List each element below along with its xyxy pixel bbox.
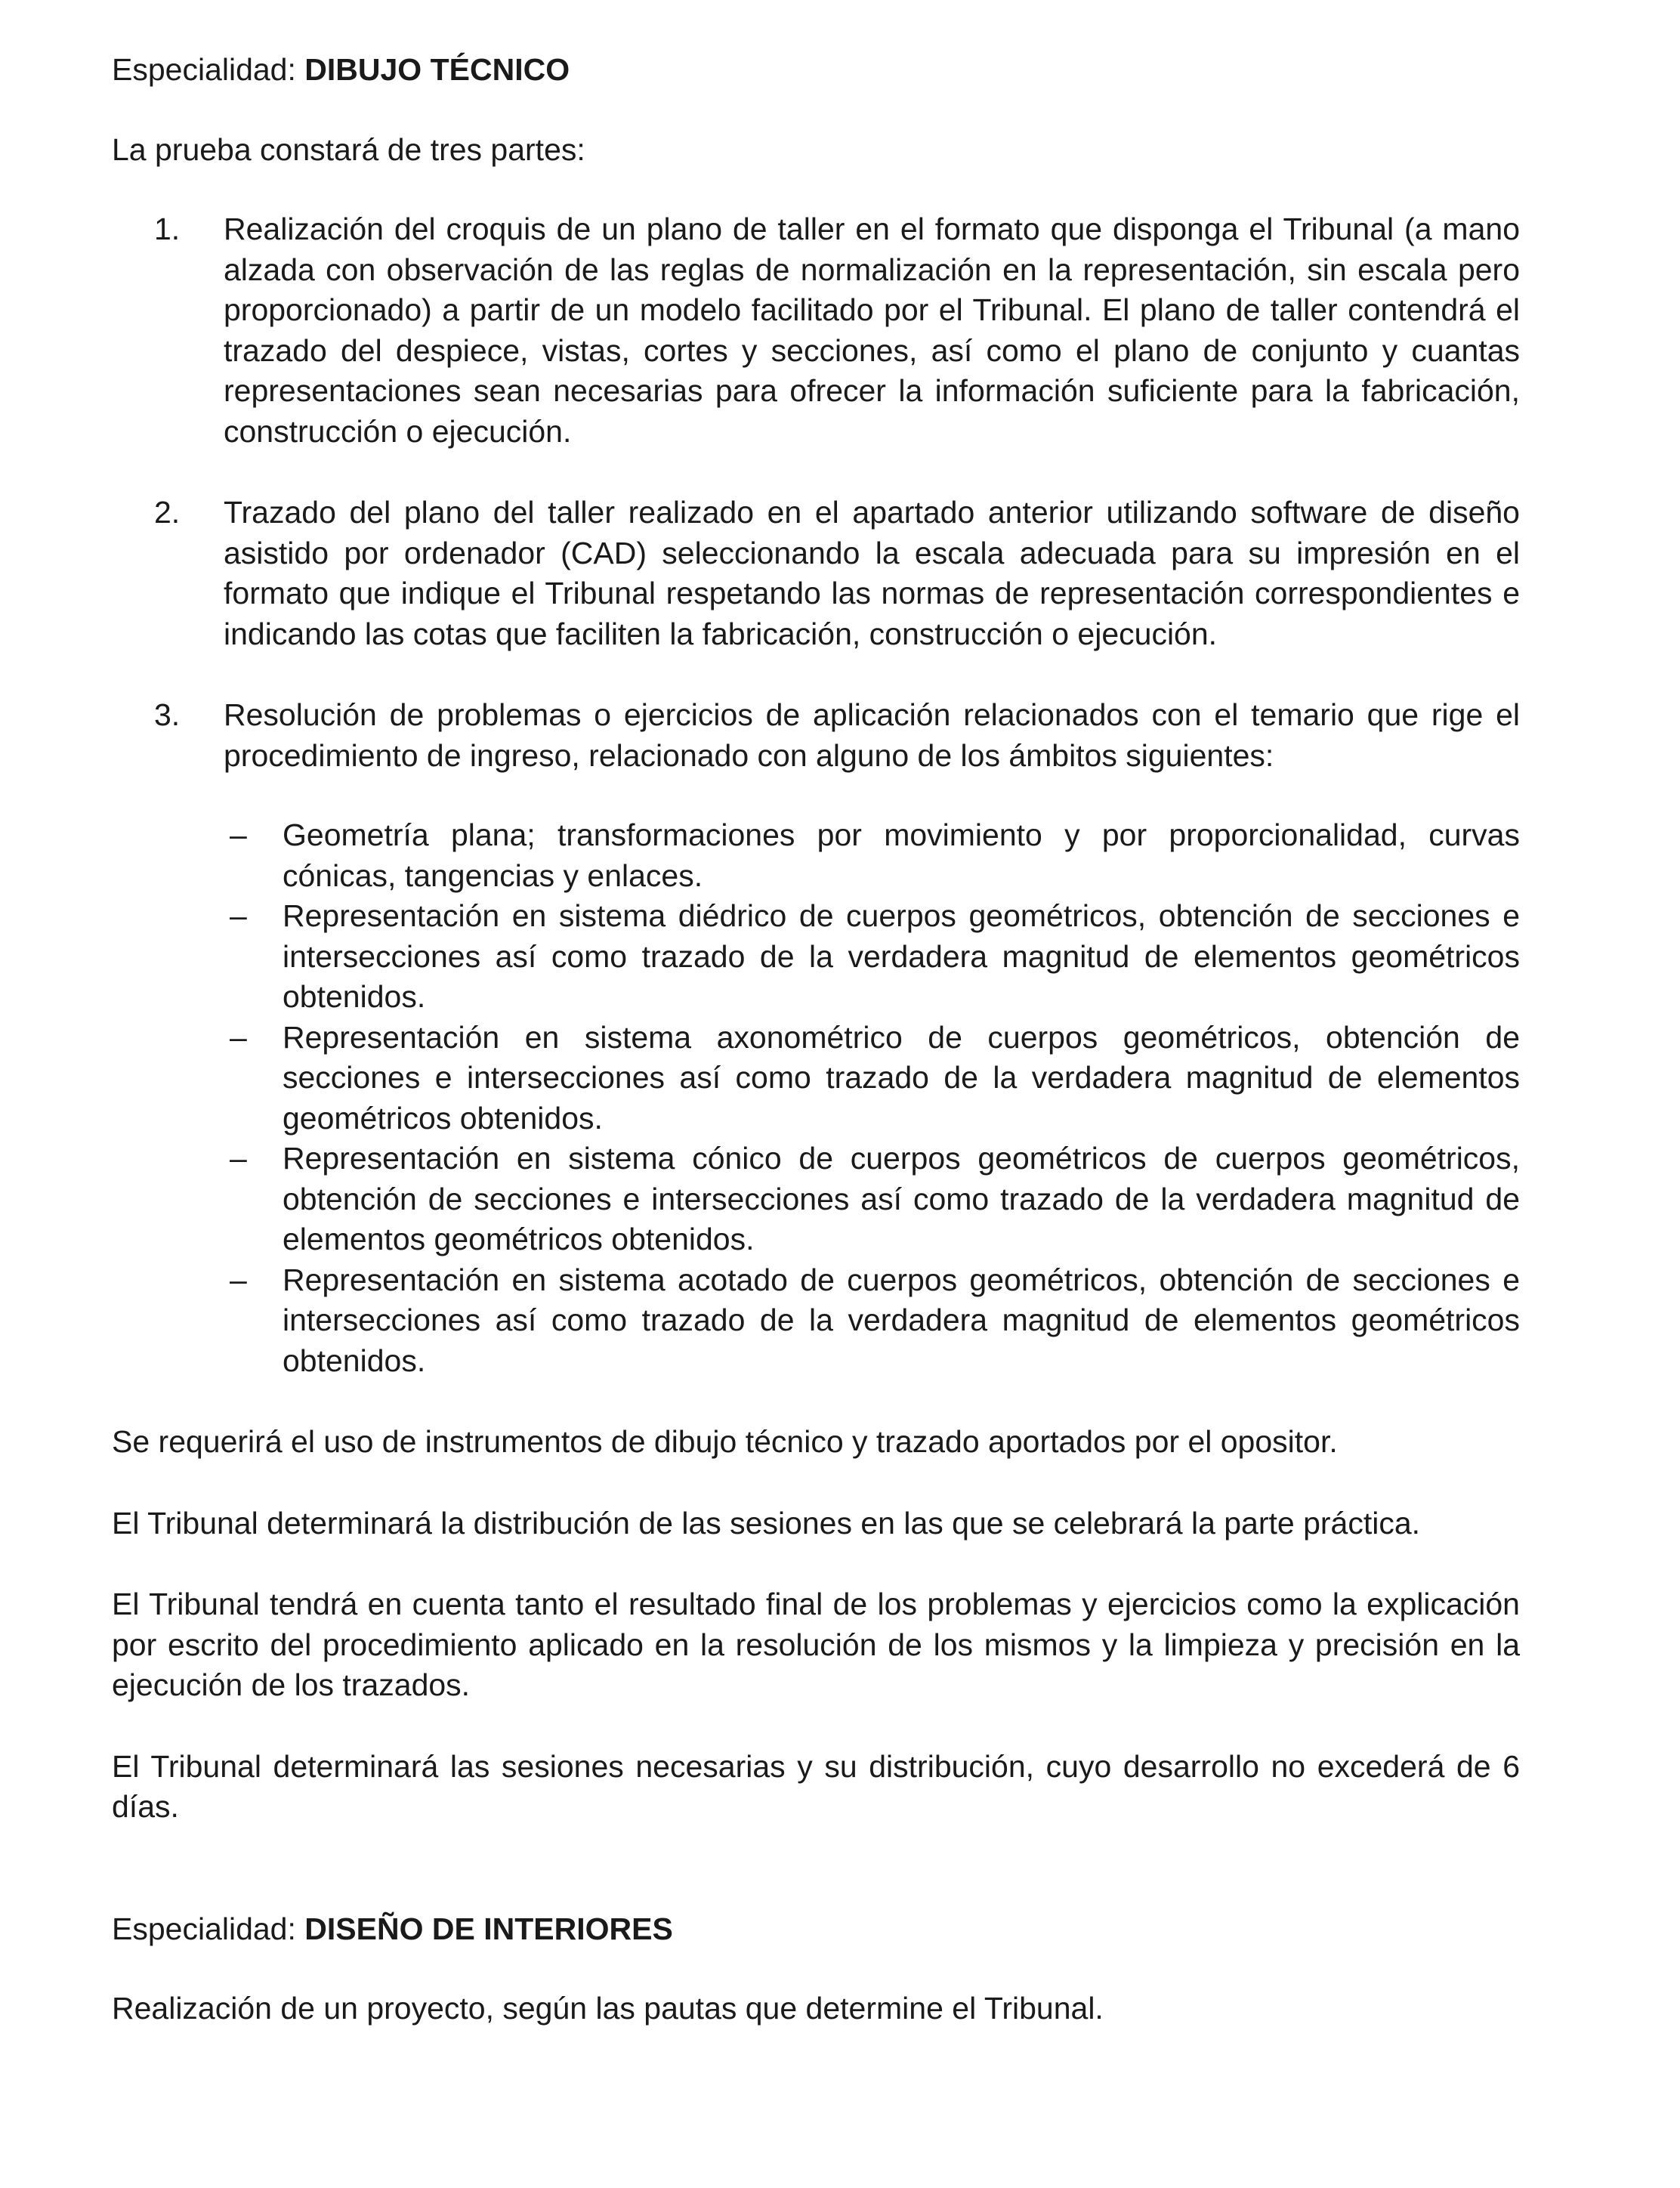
sub-item-text: Representación en sistema cónico de cuerpos geométricos de cuerpos geométricos, obtención de secciones e intersecciones así como trazado de la verdadera magnitud de elementos geométricos obtenidos. [283,1141,1520,1256]
paragraph: El Tribunal determinará la distribución de las sesiones en las que se celebrará la parte práctica. [112,1505,1421,1541]
specialty-label: Especialidad: [112,1911,305,1946]
item-text: Realización del croquis de un plano de taller en el formato que disponga el Tribunal (a mano alzada con observación de las reglas de normalización en la representación, sin escala pero proporcionado) a partir de un modelo facilitado por el Tribunal. El plano de taller contendrá el trazado del despiece, vistas, cortes y secciones, así como el plano de conjunto y cuantas representaciones sean necesarias para ofrecer la información suficiente para la fabricación, construcción o ejecución. [224,212,1520,449]
paragraph: El Tribunal tendrá en cuenta tanto el resultado final de los problemas y ejercicios como la explicación por escrito del procedimiento aplicado en la resolución de los mismos y la limpieza y precisión en la ejecución de los trazados. [112,1587,1520,1702]
paragraph: Realización de un proyecto, según las pautas que determine el Tribunal. [112,1991,1104,2026]
paragraph: El Tribunal determinará las sesiones necesarias y su distribución, cuyo desarrollo no excederá de 6 días. [112,1748,1520,1824]
sub-list-item [224,1018,1520,1139]
document-page [112,50,1520,2029]
sub-item-text: Representación en sistema diédrico de cuerpos geométricos, obtención de secciones e intersecciones así como trazado de la verdadera magnitud de elementos geométricos obtenidos. [283,898,1520,1014]
scope-list [224,815,1520,1381]
parts-list [112,209,1520,1381]
item-number: 2. [154,495,181,530]
dash-bullet: – [230,1141,247,1176]
item-number: 1. [154,212,181,246]
specialty-title: DIBUJO TÉCNICO [304,52,570,87]
sub-item-text: Representación en sistema axonométrico de cuerpos geométricos, obtención de secciones e intersecciones así como trazado de la verdadera magnitud de elementos geométricos obtenidos. [283,1019,1520,1136]
list-item [112,493,1520,654]
sub-list-item [224,1139,1520,1260]
list-item [112,209,1520,452]
sub-list-item [224,815,1520,896]
dash-bullet: – [230,898,247,933]
intro-text: La prueba constará de tres partes: [112,131,585,167]
sub-item-text: Representación en sistema acotado de cuerpos geométricos, obtención de secciones e intersecciones así como trazado de la verdadera magnitud de elementos geométricos obtenidos. [283,1262,1520,1378]
dash-bullet: – [230,817,247,852]
sub-list-item [224,896,1520,1018]
section-heading-dibujo-tecnico [112,50,1520,91]
paragraph: Se requerirá el uso de instrumentos de dibujo técnico y trazado aportados por el opositor. [112,1424,1338,1459]
item-number: 3. [154,697,181,732]
sub-list-item [224,1260,1520,1382]
item-text: Trazado del plano del taller realizado en el apartado anterior utilizando software de diseño asistido por ordenador (CAD) seleccionando la escala adecuada para su impresión en el formato que indique el Tribunal respetando las normas de representación correspondientes e indicando las cotas que faciliten la fabricación, construcción o ejecución. [224,495,1520,651]
sub-item-text: Geometría plana; transformaciones por movimiento y por proporcionalidad, curvas cónicas, tangencias y enlaces. [283,817,1520,893]
specialty-title: DISEÑO DE INTERIORES [304,1911,673,1946]
item-text: Resolución de problemas o ejercicios de aplicación relacionados con el temario que rige el procedimiento de ingreso, relacionado con alguno de los ámbitos siguientes: [224,697,1520,773]
dash-bullet: – [230,1262,247,1297]
specialty-label: Especialidad: [112,52,305,87]
list-item [112,695,1520,1381]
dash-bullet: – [230,1019,247,1055]
section-heading-diseno-interiores [112,1909,1520,1950]
